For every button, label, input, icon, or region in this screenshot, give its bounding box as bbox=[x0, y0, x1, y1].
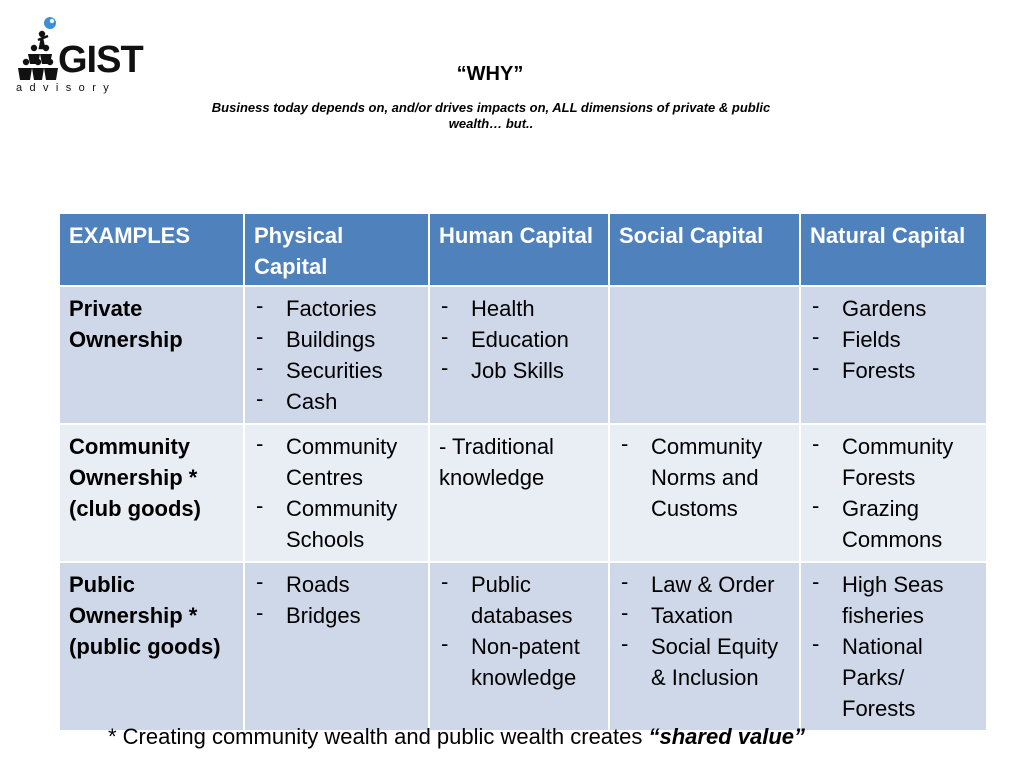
column-header: Physical Capital bbox=[244, 213, 429, 286]
list-item: - Bridges bbox=[254, 600, 419, 631]
list-item: - Buildings bbox=[254, 324, 419, 355]
list-item: - Forests bbox=[810, 355, 977, 386]
gist-logo bbox=[14, 14, 150, 98]
list-item: - Fields bbox=[810, 324, 977, 355]
cell-list bbox=[810, 293, 977, 386]
logo-subtitle: advisory bbox=[16, 82, 117, 94]
list-item: - National Parks/ Forests bbox=[810, 631, 977, 724]
page-subtitle: Business today depends on, and/or drives impacts on, ALL dimensions of private & public wealth… but.. bbox=[211, 100, 771, 131]
list-item: - Community Schools bbox=[254, 493, 419, 555]
footnote-open-quote: “ bbox=[648, 724, 660, 749]
cell-list bbox=[810, 569, 977, 724]
list-item: - Roads bbox=[254, 569, 419, 600]
list-item: - Securities bbox=[254, 355, 419, 386]
table-cell-empty bbox=[609, 286, 800, 424]
column-header: Human Capital bbox=[429, 213, 609, 286]
row-header: Public Ownership * (public goods) bbox=[59, 562, 244, 731]
list-item: - Job Skills bbox=[439, 355, 599, 386]
capital-table bbox=[58, 212, 988, 732]
table-row bbox=[59, 286, 987, 424]
cell-list bbox=[619, 431, 790, 524]
list-item: - Community Forests bbox=[810, 431, 977, 493]
table-cell bbox=[609, 562, 800, 731]
table-cell: - Traditional knowledge bbox=[429, 424, 609, 562]
row-header: Community Ownership * (club goods) bbox=[59, 424, 244, 562]
logo-word: GIST bbox=[58, 39, 143, 81]
people-pyramid-icon bbox=[14, 14, 60, 84]
table-cell bbox=[244, 562, 429, 731]
list-item: - Law & Order bbox=[619, 569, 790, 600]
table-cell bbox=[429, 562, 609, 731]
list-item: - Gardens bbox=[810, 293, 977, 324]
cell-list bbox=[810, 431, 977, 555]
page-title: “WHY” bbox=[456, 63, 524, 85]
column-header: EXAMPLES bbox=[59, 213, 244, 286]
list-item: - Social Equity & Inclusion bbox=[619, 631, 790, 693]
list-item: - Education bbox=[439, 324, 599, 355]
cell-list bbox=[254, 431, 419, 555]
list-item: - Taxation bbox=[619, 600, 790, 631]
list-item: - Factories bbox=[254, 293, 419, 324]
cell-list bbox=[619, 569, 790, 693]
table-cell bbox=[609, 424, 800, 562]
table-cell bbox=[244, 424, 429, 562]
cell-list bbox=[439, 569, 599, 693]
list-item: - Cash bbox=[254, 386, 419, 417]
table-cell bbox=[800, 286, 987, 424]
cell-list bbox=[439, 293, 599, 386]
list-item: - Community Norms and Customs bbox=[619, 431, 790, 524]
column-header: Natural Capital bbox=[800, 213, 987, 286]
table-cell bbox=[800, 424, 987, 562]
table-row bbox=[59, 424, 987, 562]
row-header: Private Ownership bbox=[59, 286, 244, 424]
cell-list bbox=[254, 293, 419, 417]
list-item: - High Seas fisheries bbox=[810, 569, 977, 631]
table-cell bbox=[244, 286, 429, 424]
table-cell bbox=[429, 286, 609, 424]
column-header: Social Capital bbox=[609, 213, 800, 286]
table-row bbox=[59, 562, 987, 731]
list-item: - Community Centres bbox=[254, 431, 419, 493]
footnote bbox=[108, 724, 805, 750]
list-item: - Grazing Commons bbox=[810, 493, 977, 555]
list-item: - Health bbox=[439, 293, 599, 324]
list-item: - Public databases bbox=[439, 569, 599, 631]
table-cell bbox=[800, 562, 987, 731]
footnote-close-quote: ” bbox=[794, 724, 806, 749]
footnote-emphasis: shared value bbox=[659, 724, 795, 749]
cell-list bbox=[254, 569, 419, 631]
list-item: - Non-patent knowledge bbox=[439, 631, 599, 693]
table-header-row bbox=[59, 213, 987, 286]
footnote-lead: * Creating community wealth and public wealth creates bbox=[108, 724, 649, 749]
